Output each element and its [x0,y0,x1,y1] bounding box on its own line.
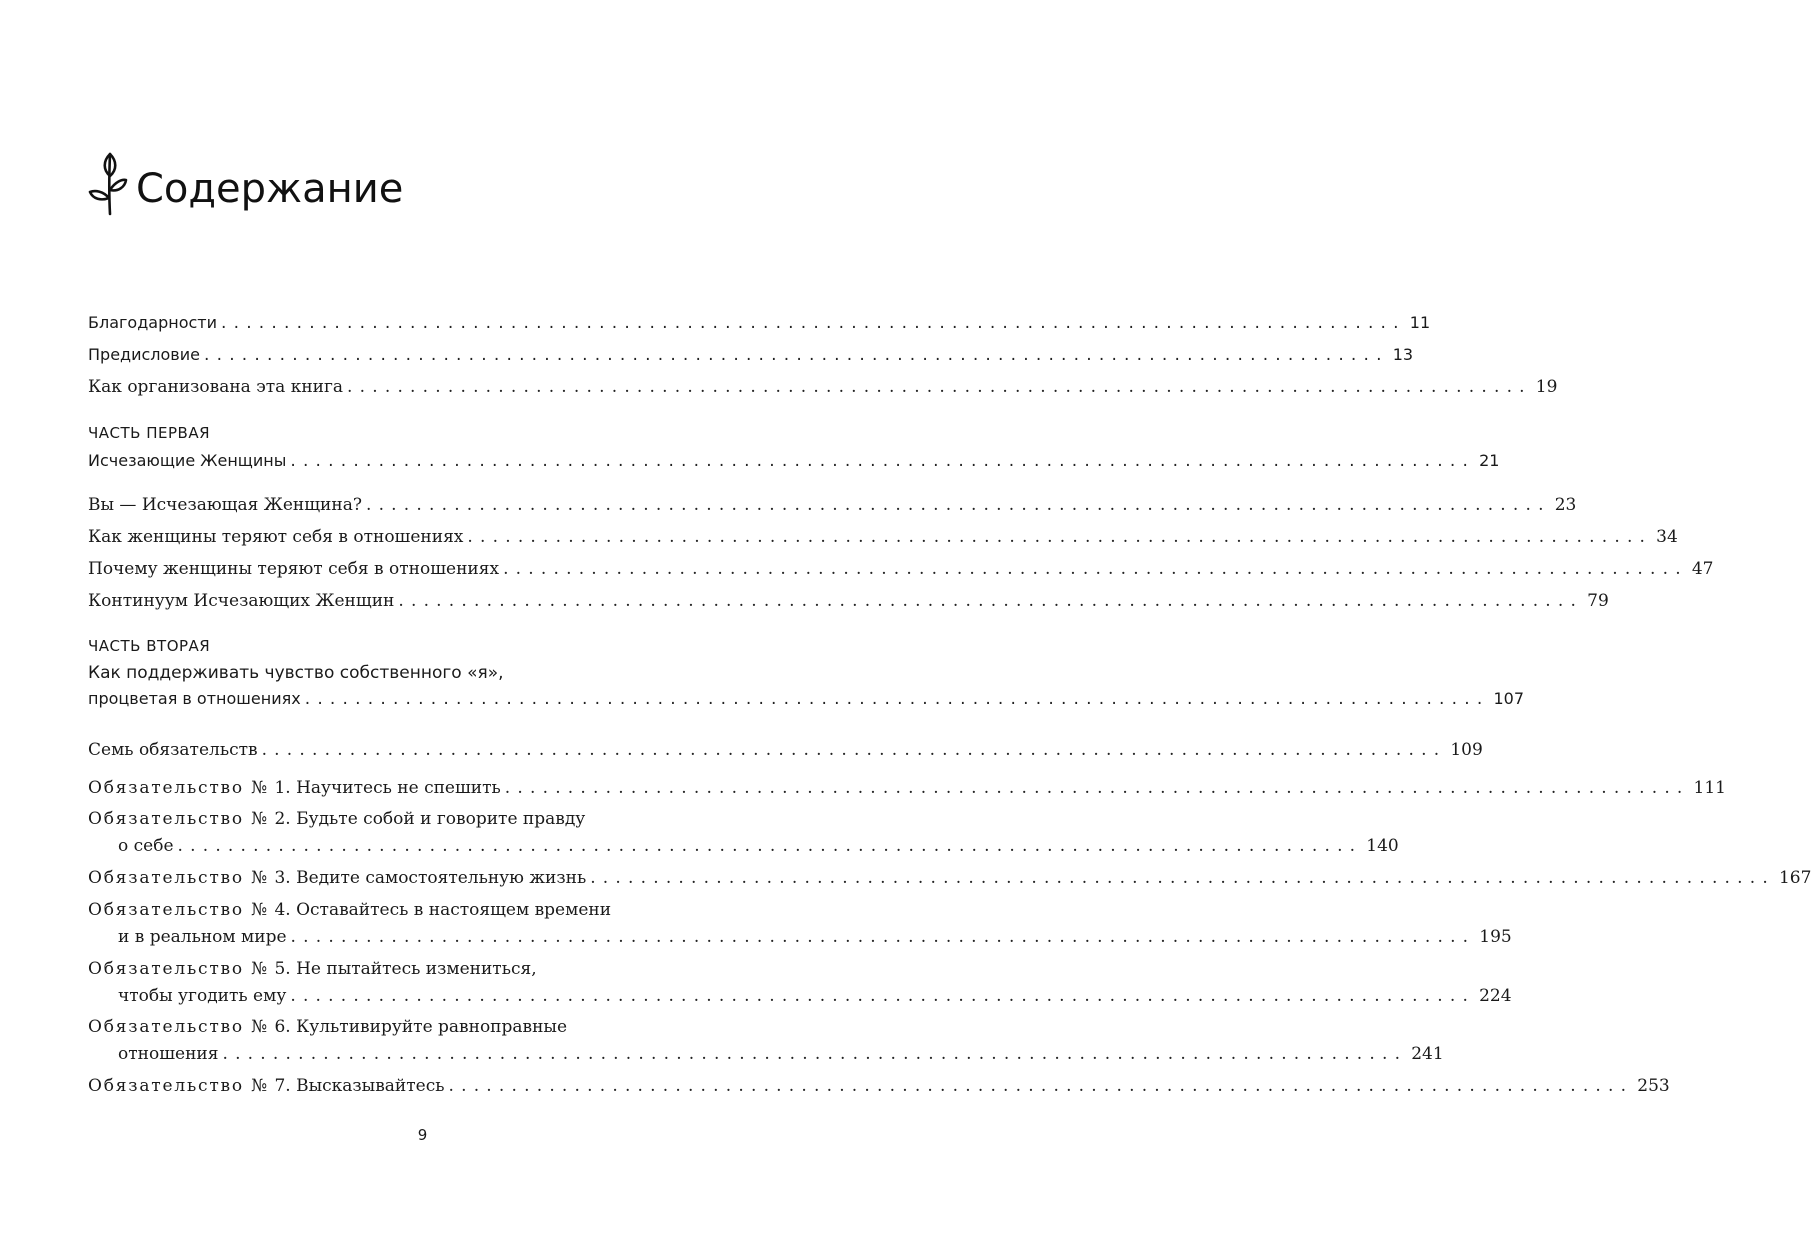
page-number: 9 [417,1126,428,1144]
commitment-prefix: Обязательство № [88,1076,270,1096]
commitment-number: 5. [274,959,291,979]
toc-page-number: 19 [1535,377,1558,397]
dot-leader: .............................................................................................. [347,377,1532,397]
dot-leader: .............................................................................................. [290,986,1476,1006]
dot-leader: .............................................................................................. [467,527,1653,547]
commitment-continuation [88,836,1399,856]
toc-page-number: 47 [1691,559,1714,579]
commitment-prefix: Обязательство № [88,1017,270,1037]
dot-leader: .............................................................................................. [203,345,1389,365]
toc-entry-label: Благодарности [88,313,217,332]
commitment-number: 4. [274,900,291,920]
commitment-continuation [88,927,1512,947]
toc-page-number: 79 [1587,591,1609,611]
commitment-entry [88,900,611,920]
commitment-entry [88,1017,567,1037]
toc-entry [88,345,1414,365]
part-two-title [88,689,1525,709]
dot-leader: .............................................................................................. [503,559,1688,579]
toc-entry [88,559,1714,579]
toc-entry-label: Исчезающие Женщины [88,451,287,470]
commitment-entry [88,809,585,829]
toc-entry-label: Как организована эта книга [88,377,344,397]
toc-page-number: 241 [1411,1044,1444,1064]
toc-page-number: 224 [1479,986,1512,1006]
dot-leader: .............................................................................................. [448,1076,1634,1096]
dot-leader: .............................................................................................. [365,495,1551,515]
toc-page-number: 253 [1637,1076,1670,1096]
commitment-continuation [88,986,1512,1006]
commitment-title: Высказывайтесь [296,1076,445,1096]
toc-entry-label: Семь обязательств [88,740,258,760]
part-two-title-line: Как поддерживать чувство собственного «я», [88,663,504,683]
commitment-entry [88,959,537,979]
dot-leader: .............................................................................................. [590,868,1775,888]
toc-page-number: 11 [1409,313,1431,332]
toc-page-number: 21 [1479,451,1500,470]
toc-entry [88,313,1431,333]
dot-leader: .............................................................................................. [304,689,1490,709]
toc-page-number: 140 [1366,836,1399,856]
dot-leader: .............................................................................................. [221,313,1406,333]
commitment-title-cont: и в реальном мире [118,927,287,947]
toc-page-number: 107 [1493,689,1525,708]
sprout-icon [88,146,128,216]
commitment-title-cont: отношения [118,1044,219,1064]
dot-leader: .............................................................................................. [398,591,1584,611]
toc-entry-label: Континуум Исчезающих Женщин [88,591,395,611]
toc-page-number: 167 [1778,868,1811,888]
commitment-prefix: Обязательство № [88,959,270,979]
toc-entry-label: Как женщины теряют себя в отношениях [88,527,464,547]
toc-page-number: 34 [1656,527,1678,547]
dot-leader: .............................................................................................. [290,451,1476,471]
commitment-title: Не пытайтесь измениться, [296,959,537,979]
commitment-title: Оставайтесь в настоящем времени [296,900,612,920]
toc-page-number: 111 [1693,778,1726,798]
page-title: Содержание [136,166,404,212]
commitment-title: Культивируйте равноправные [296,1017,568,1037]
commitment-entry [88,1076,1670,1096]
dot-leader: .............................................................................................. [504,778,1690,798]
commitment-prefix: Обязательство № [88,809,270,829]
commitment-prefix: Обязательство № [88,868,270,888]
commitment-title-cont: чтобы угодить ему [118,986,287,1006]
toc-entry [88,377,1558,397]
commitment-number: 7. [274,1076,291,1096]
toc-entry-label: Вы — Исчезающая Женщина? [88,495,362,515]
dot-leader: .............................................................................................. [177,836,1363,856]
dot-leader: .............................................................................................. [290,927,1476,947]
toc-page-number: 109 [1450,740,1483,760]
commitment-prefix: Обязательство № [88,900,270,920]
commitment-entry [88,778,1726,798]
commitment-number: 6. [274,1017,291,1037]
part-one-label: ЧАСТЬ ПЕРВАЯ [88,424,211,442]
dot-leader: .............................................................................................. [261,740,1447,760]
commitment-title-cont: о себе [118,836,174,856]
commitment-title: Будьте собой и говорите правду [296,809,586,829]
toc-entry [88,495,1577,515]
toc-page-number: 23 [1554,495,1577,515]
commitment-title: Научитесь не спешить [296,778,501,798]
commitment-number: 2. [274,809,291,829]
commitment-continuation [88,1044,1444,1064]
part-one-title [88,451,1500,471]
commitment-prefix: Обязательство № [88,778,270,798]
toc-entry [88,527,1678,547]
toc-page-number: 195 [1479,927,1512,947]
commitment-number: 1. [274,778,291,798]
dot-leader: .............................................................................................. [222,1044,1408,1064]
toc-entry [88,740,1483,760]
toc-entry-label: процветая в отношениях [88,689,301,708]
commitment-title: Ведите самостоятельную жизнь [296,868,587,888]
commitment-entry [88,868,1811,888]
toc-entry-label: Почему женщины теряют себя в отношениях [88,559,500,579]
toc-page-number: 13 [1392,345,1414,364]
toc-entry-label: Предисловие [88,345,200,364]
toc-entry [88,591,1609,611]
commitment-number: 3. [274,868,291,888]
part-two-label: ЧАСТЬ ВТОРАЯ [88,637,211,655]
